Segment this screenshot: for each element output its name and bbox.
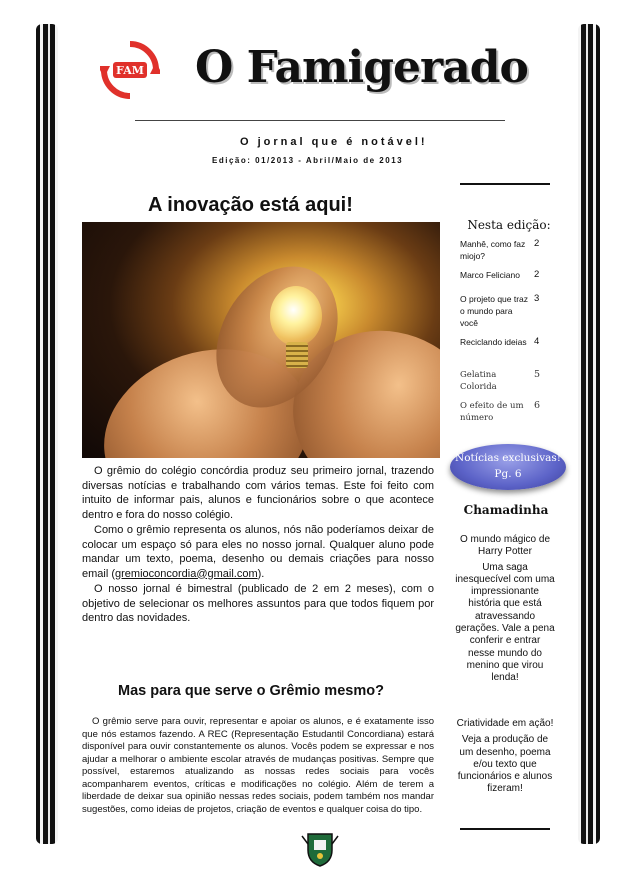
toc-title: Nesta edição: [467, 218, 551, 232]
sidebar-top-rule [460, 183, 550, 185]
chamadinha-title: Chamadinha [463, 503, 549, 517]
logo-text: FAM [116, 64, 144, 77]
section-headline: Mas para que serve o Grêmio mesmo? [118, 683, 384, 699]
email-link[interactable]: gremioconcordia@gmail.com [115, 567, 258, 580]
lightbulb-in-hands-photo [82, 222, 440, 458]
masthead-rule [135, 120, 505, 121]
article-paragraph-3: O nosso jornal é bimestral (publicado de 2 em 2 meses), com o objetivo de selecionar os melhores assuntos para que todos fiquem por dentro das novidades. [82, 583, 434, 624]
tagline: O jornal que é notável! [240, 136, 428, 148]
right-spiral-border [578, 24, 600, 844]
newspaper-title: O Famigerado [195, 42, 528, 93]
school-crest-icon [300, 828, 340, 868]
chamadinha-item-criatividade: Criatividade em ação! Veja a produção de um desenho, poema e/ou texto que funcionários e alunos fizeram! [456, 718, 554, 795]
section-paragraph: O grêmio serve para ouvir, representar e apoiar os alunos, e é exatamente isso que nós estamos fazendo. A REC (Representação Estudantil Concordiana) estará disponível para ouvir constantemente os alunos. Vocês podem se expressar e nos ajudar a melhorar o ambiente escolar através de mudanças positivas. Sempre que possível, estaremos atualizando as nossas redes sociais para vocês acompanharem eventos, críticas e modificações no colégio. Além de terem a liberdade de deixar sua opinião nessas redes sociais, podem também nos mandar sugestões, como ideias de projetos, criação de eventos e qualquer coisa do tipo. [82, 716, 434, 815]
article-paragraph-1: O grêmio do colégio concórdia produz seu primeiro jornal, trazendo diversas notícias e trabalhando com vários temas. Este foi feito com intuito de informar pais, alunos e funcionários sobre o que acontece dentro e fora do nosso colégio. [82, 465, 434, 521]
article-paragraph-2: Como o grêmio representa os alunos, nós não poderíamos deixar de colocar um espaço só para eles no nosso jornal. Qualquer aluno pode mandar um texto, poema, desenho ou demais criações para nosso email (gremioconcordia@gmail.com). [82, 524, 434, 580]
fam-logo [100, 40, 160, 100]
exclusive-news-badge[interactable]: Notícias exclusivas! Pg. 6 [450, 444, 566, 490]
article-headline: A inovação está aqui! [148, 194, 353, 216]
left-spiral-border [36, 24, 58, 844]
sidebar-bottom-rule [460, 828, 550, 830]
edition-line: Edição: 01/2013 - Abril/Maio de 2013 [212, 156, 404, 165]
chamadinha-item-harry-potter: O mundo mágico de Harry Potter Uma saga inesquecível com uma impressionante história que está atravessando gerações. Vale a pena conferir e entrar nesse mundo do menino que virou lenda! [455, 534, 555, 684]
